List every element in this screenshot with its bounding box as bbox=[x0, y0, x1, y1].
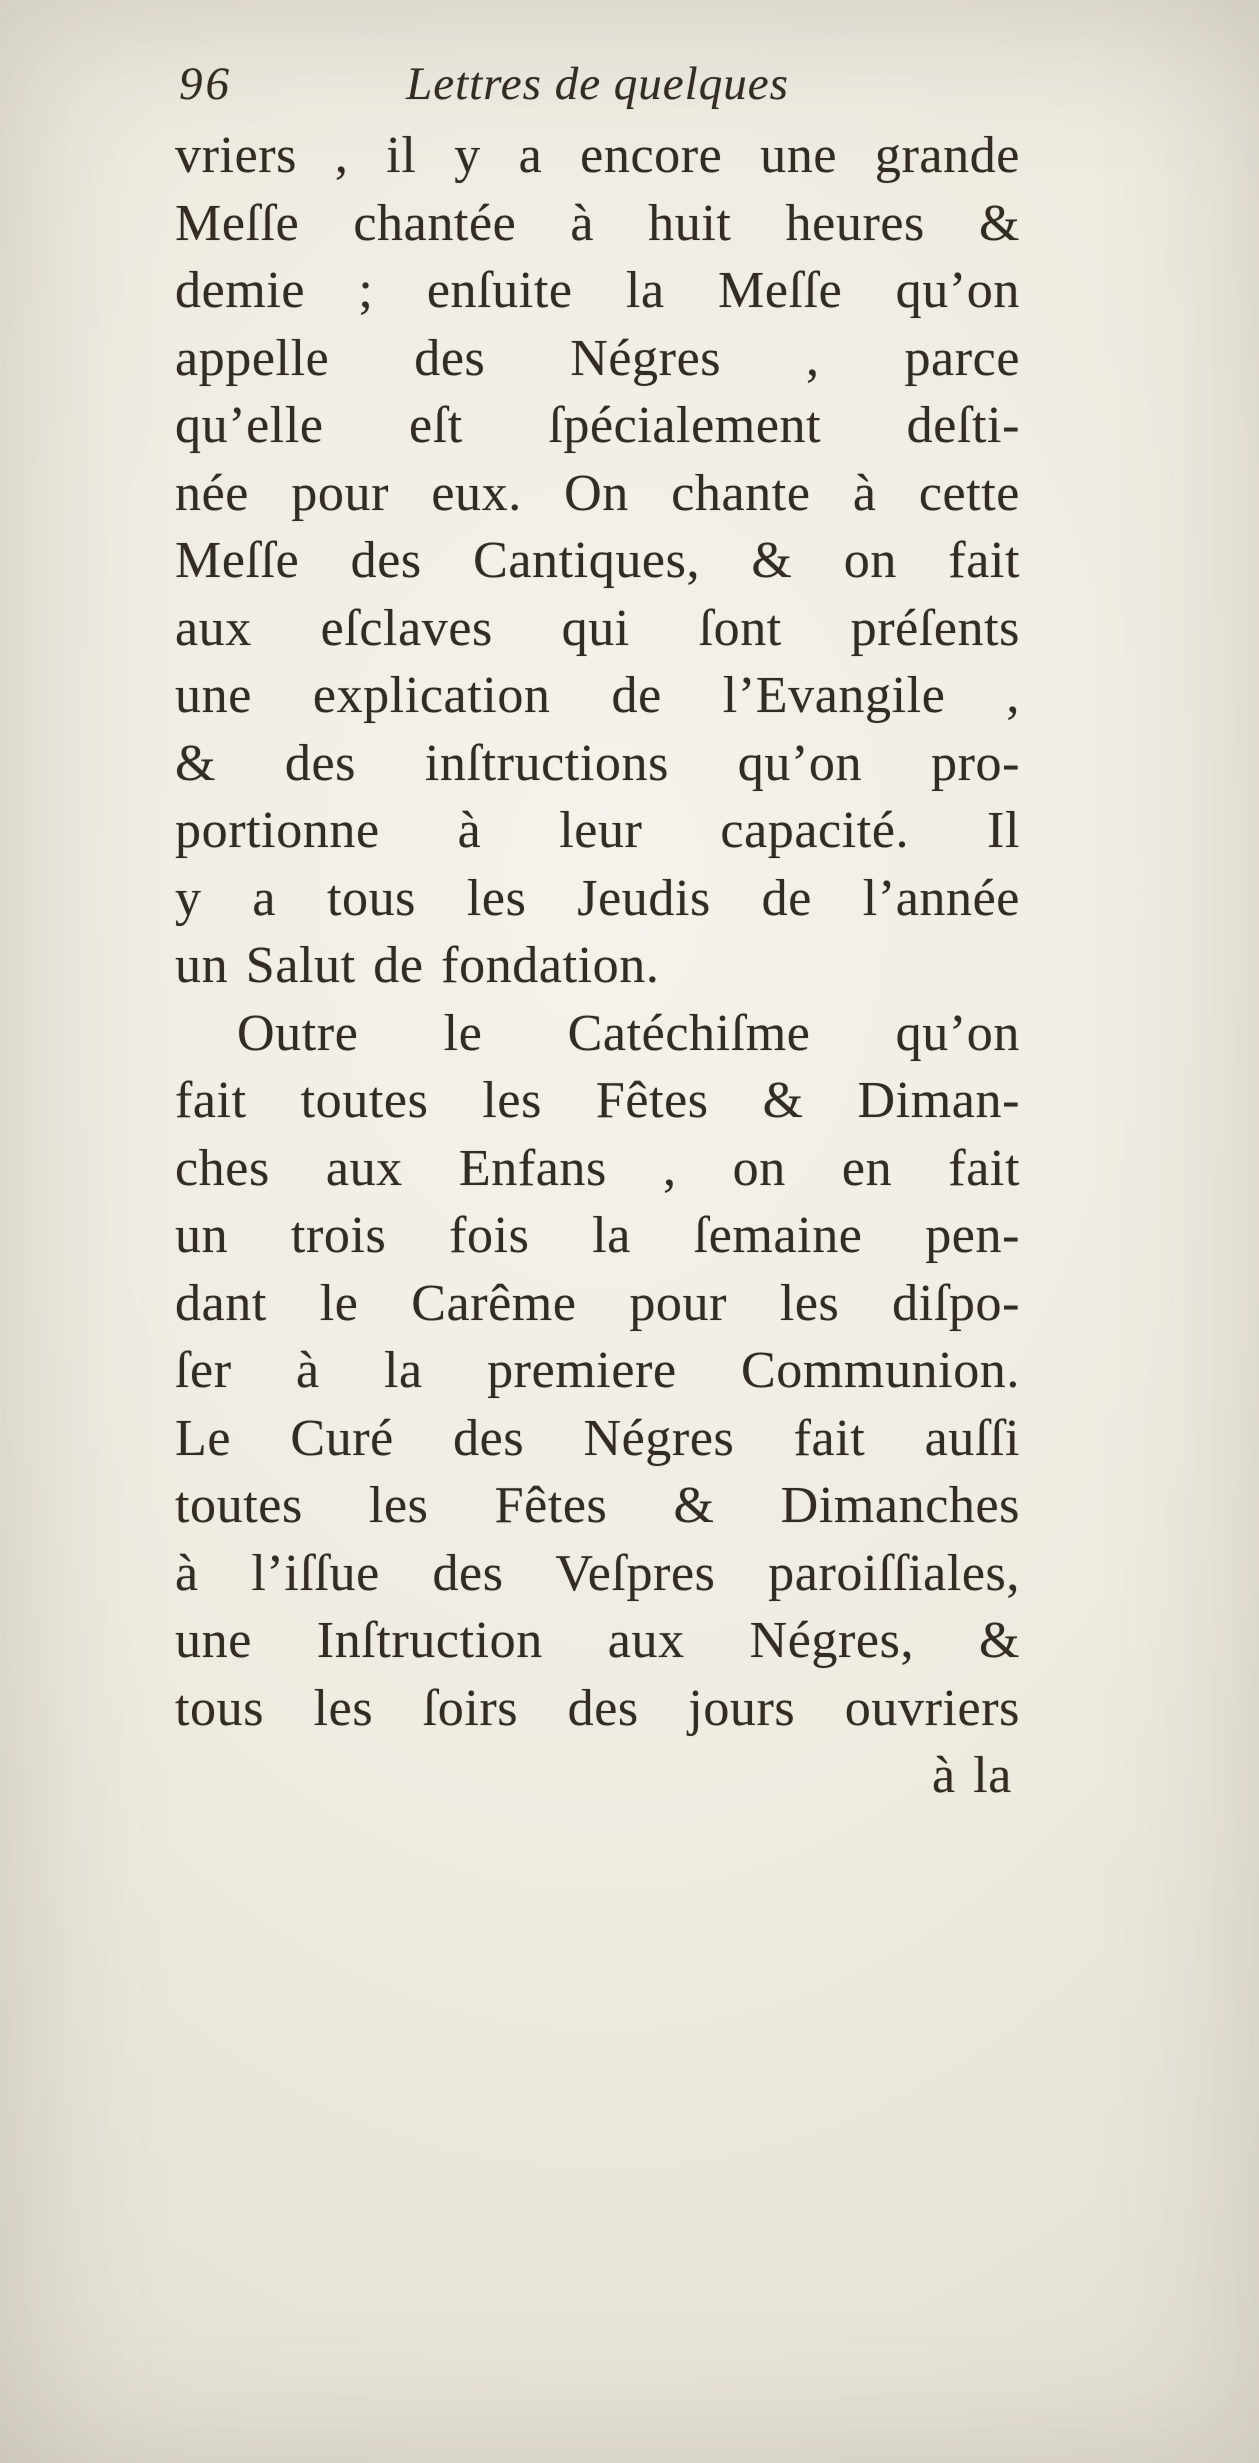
body-line: un trois fois la ſemaine pen- bbox=[175, 1207, 1020, 1264]
body-line-paragraph-end: un Salut de fondation. bbox=[175, 937, 660, 994]
body-line: y a tous les Jeudis de l’année bbox=[175, 869, 1020, 927]
body-line: née pour eux. On chante à cette bbox=[175, 464, 1020, 522]
body-line: ſer à la premiere Communion. bbox=[175, 1342, 1020, 1399]
body-line: Le Curé des Négres fait auſſi bbox=[175, 1409, 1020, 1467]
body-line: une explication de l’Evangile , bbox=[175, 667, 1020, 724]
body-text bbox=[175, 122, 1020, 1810]
text-block bbox=[175, 50, 1020, 1810]
body-line: une Inſtruction aux Négres, & bbox=[175, 1612, 1020, 1669]
page-number: 96 bbox=[179, 58, 232, 110]
body-line: fait toutes les Fêtes & Diman- bbox=[175, 1072, 1020, 1129]
page-header bbox=[175, 50, 1020, 118]
body-line: Meſſe des Cantiques, & on fait bbox=[175, 532, 1020, 589]
body-line: aux eſclaves qui ſont préſents bbox=[175, 599, 1020, 657]
body-line: toutes les Fêtes & Dimanches bbox=[175, 1477, 1020, 1534]
running-title: Lettres de quelques bbox=[406, 58, 789, 110]
body-line: vriers , il y a encore une grande bbox=[175, 127, 1020, 184]
body-line: dant le Carême pour les diſpo- bbox=[175, 1274, 1020, 1332]
body-line: qu’elle eſt ſpécialement deſti- bbox=[175, 397, 1020, 454]
body-line: à l’iſſue des Veſpres paroiſſiales, bbox=[175, 1544, 1020, 1602]
body-line: demie ; enſuite la Meſſe qu’on bbox=[175, 262, 1020, 319]
body-line: Meſſe chantée à huit heures & bbox=[175, 194, 1020, 252]
body-line: tous les ſoirs des jours ouvriers bbox=[175, 1679, 1020, 1737]
body-line: & des inſtructions qu’on pro- bbox=[175, 734, 1020, 792]
catchword: à la bbox=[931, 1747, 1012, 1804]
body-line: appelle des Négres , parce bbox=[175, 329, 1020, 387]
body-line: ches aux Enfans , on en fait bbox=[175, 1139, 1020, 1197]
body-line-paragraph-start: Outre le Catéchiſme qu’on bbox=[237, 1004, 1020, 1062]
body-line: portionne à leur capacité. Il bbox=[175, 802, 1020, 859]
